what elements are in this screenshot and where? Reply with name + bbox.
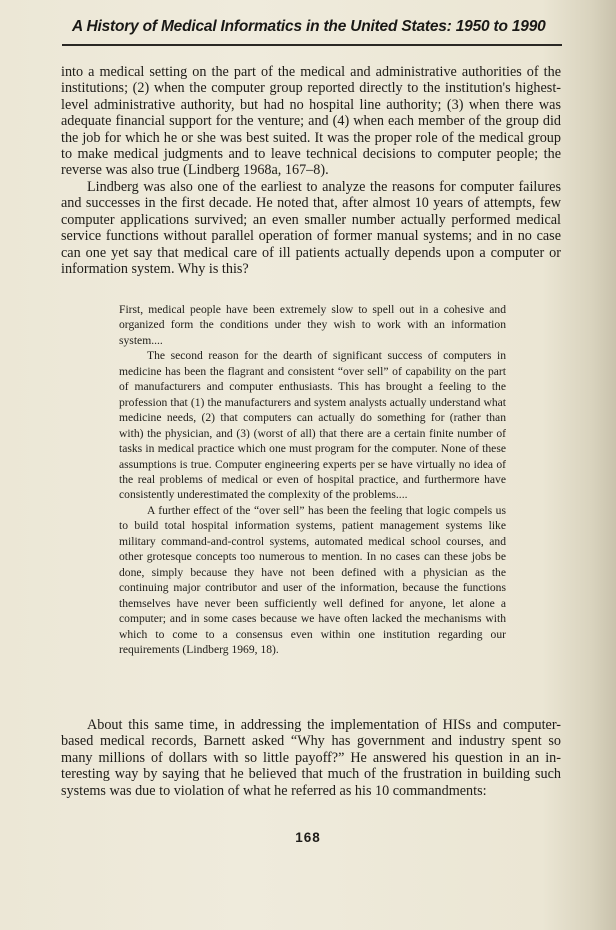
paragraph-text: About this same time, in addressing the implementation of HISs and computer-based medical records, Barnett asked “Why has government and industry spent so many millions of dollars with so little payoff?” He answered his question in an interesting way by saying that he believed that much of the frustration in building such systems was due to violation of what he referred as his 10 commandments:: [61, 717, 561, 799]
quote-paragraph-2: The second reason for the dearth of significant success of computers in medicine has been the flagrant and consistent “over sell” of capability on the part of manufacturers and computer enthusiasts. This has brought a feeling to the profession that (1) the manufacturers and system analysts actually understand what medicine needs, (2) that computers can actually do something for (rather than with) the physician, and (3) (worst of all) that there are a certain finite number of tasks in medical practice which one must program for the computer. None of these assumptions is true. Computer engineering experts per se have virtually no idea of the real problems of medical or even of hospital practice, and furthermore have consistently underestimated the complexity of the problems....: [119, 349, 506, 502]
page-number: 168: [295, 830, 321, 845]
body-paragraph-2: [61, 179, 561, 277]
block-quote: [119, 302, 506, 657]
paragraph-text: Lindberg was also one of the earliest to analyze the reasons for computer failures and successes in the first decade. He noted that, after almost 10 years of attempts, few computer applications survived; an even smaller number actually performed medical service functions without parallel operation of former manual systems; and in no case can one yet say that medical care of ill patients actually depends upon a computer or information system. Why is this?: [61, 179, 561, 278]
paragraph-text: into a medical setting on the part of the medical and administrative authorities of the institutions; (2) when the computer group reported directly to the institution's highest-level administrative authority, but had no hospital line authority; (3) when there was adequate financial support for the venture; and (4) when each member of the group did the job for which he or she was best suited. It was the proper role of the medical group to make medical judgments and to leave technical decisions to computer people; the reverse was also true (Lindberg 1968a, 167–8).: [61, 64, 561, 179]
quote-paragraph-3: A further effect of the “over sell” has been the feeling that logic compels us to build total hospital information systems, patient management systems like military command-and-control systems, automated medical school courses, and other grotesque concepts too numerous to mention. In no cases can these jobs be done, simply because they have not been defined with a physician as the continuing major contributor and user of the information, because the functions themselves have never been sufficiently well defined for anyone, let alone a computer; and in some cases because we have often lacked the mechanisms with which to come to a consensus even within one institution regarding our requirements (Lindberg 1969, 18).: [119, 503, 506, 656]
running-head: A History of Medical Informatics in the United States: 1950 to 1990: [72, 18, 546, 35]
header-rule: [62, 44, 562, 46]
body-paragraph-1: [61, 64, 561, 179]
quote-paragraph-1: First, medical people have been extremely slow to spell out in a cohesive and organized form the conditions under they wish to work with an information system....: [119, 303, 506, 347]
body-paragraph-3: [61, 717, 561, 799]
